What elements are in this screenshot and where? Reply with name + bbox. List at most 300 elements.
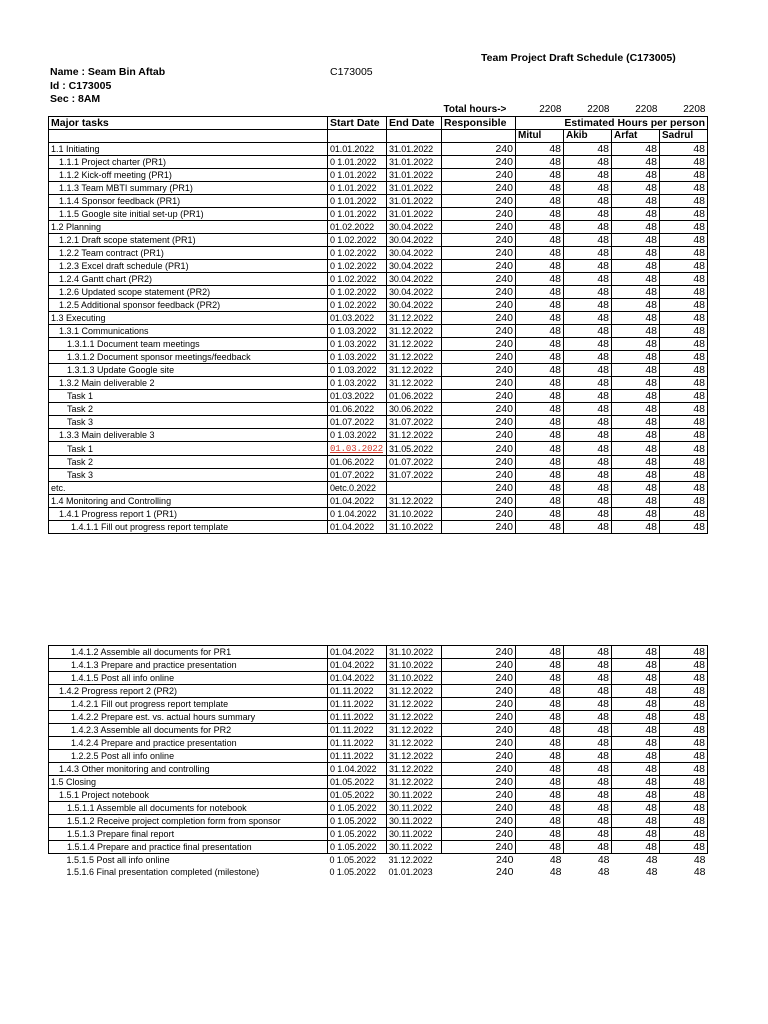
- hours-sadrul-cell: 48: [660, 143, 708, 156]
- end-date-cell: 31.12.2022: [387, 763, 442, 776]
- hours-sadrul-cell: 48: [660, 508, 708, 521]
- hours-mitul-cell: 48: [516, 299, 564, 312]
- col-estimated-hours: Estimated Hours per person: [516, 117, 708, 130]
- hours-akib-cell: 48: [564, 815, 612, 828]
- hours-arfat-cell: 48: [612, 234, 660, 247]
- end-date-cell: 31.12.2022: [387, 724, 442, 737]
- responsible-hours-cell: 240: [442, 338, 516, 351]
- hours-arfat-cell: 48: [612, 286, 660, 299]
- end-date-cell: 30.04.2022: [387, 260, 442, 273]
- hours-sadrul-cell: 48: [660, 646, 708, 659]
- hours-akib-cell: 48: [564, 802, 612, 815]
- responsible-hours-cell: 240: [442, 815, 516, 828]
- col-sadrul: Sadrul: [660, 130, 708, 143]
- hours-akib-cell: 48: [564, 429, 612, 442]
- hours-sadrul-cell: 48: [660, 208, 708, 221]
- task-cell: 1.5.1 Project notebook: [49, 789, 328, 802]
- hours-sadrul-cell: 48: [660, 685, 708, 698]
- start-date-cell: 01.01.2022: [328, 143, 387, 156]
- hours-sadrul-cell: 48: [660, 182, 708, 195]
- student-name: Name : Seam Bin Aftab: [50, 66, 166, 78]
- hours-akib-cell: 48: [564, 403, 612, 416]
- hours-mitul-cell: 48: [516, 828, 564, 841]
- hours-mitul-cell: 48: [516, 646, 564, 659]
- hours-akib-cell: 48: [564, 711, 612, 724]
- hours-arfat-cell: 48: [645, 854, 658, 866]
- table-row: [49, 338, 708, 351]
- hours-sadrul-cell: 48: [660, 273, 708, 286]
- hours-sadrul-cell: 48: [660, 416, 708, 429]
- hours-arfat-cell: 48: [612, 221, 660, 234]
- table-row: [49, 866, 708, 878]
- hours-sadrul-cell: 48: [660, 286, 708, 299]
- end-date-cell: 31.01.2022: [387, 169, 442, 182]
- hours-mitul-cell: 48: [516, 182, 564, 195]
- hours-sadrul-cell: 48: [660, 828, 708, 841]
- end-date-cell: 31.12.2022: [387, 377, 442, 390]
- total-mitul: 2208: [539, 104, 562, 115]
- responsible-hours-cell: 240: [442, 521, 516, 534]
- hours-akib-cell: 48: [564, 456, 612, 469]
- hours-arfat-cell: 48: [612, 750, 660, 763]
- hours-mitul-cell: 48: [549, 854, 562, 866]
- hours-arfat-cell: 48: [612, 247, 660, 260]
- hours-sadrul-cell: 48: [660, 711, 708, 724]
- task-cell: Task 2: [49, 456, 328, 469]
- end-date-cell: 31.10.2022: [387, 521, 442, 534]
- start-date-cell: 0 1.05.2022: [328, 802, 387, 815]
- responsible-hours-cell: 240: [442, 469, 516, 482]
- table-row: [49, 182, 708, 195]
- task-cell: 1.3.3 Main deliverable 3: [49, 429, 328, 442]
- responsible-hours-cell: 240: [442, 737, 516, 750]
- col-start-date: Start Date: [328, 117, 387, 130]
- task-cell: 1.1.4 Sponsor feedback (PR1): [49, 195, 328, 208]
- hours-sadrul-cell: 48: [660, 195, 708, 208]
- end-date-cell: 31.12.2022: [388, 855, 433, 865]
- start-date-cell: 01.05.2022: [328, 776, 387, 789]
- task-cell: Task 2: [49, 403, 328, 416]
- end-date-cell: 31.01.2022: [387, 182, 442, 195]
- end-date-cell: 31.01.2022: [387, 156, 442, 169]
- hours-akib-cell: 48: [564, 208, 612, 221]
- hours-arfat-cell: 48: [612, 828, 660, 841]
- hours-akib-cell: 48: [564, 482, 612, 495]
- start-date-cell: 0 1.03.2022: [328, 429, 387, 442]
- task-cell: 1.5.1.1 Assemble all documents for notebook: [49, 802, 328, 815]
- start-date-cell: [328, 442, 387, 456]
- hours-mitul-cell: 48: [516, 672, 564, 685]
- end-date-cell: 31.12.2022: [387, 776, 442, 789]
- col-mitul: Mitul: [516, 130, 564, 143]
- hours-sadrul-cell: 48: [660, 750, 708, 763]
- hours-arfat-cell: 48: [612, 169, 660, 182]
- hours-mitul-cell: 48: [516, 802, 564, 815]
- responsible-hours-cell: 240: [442, 711, 516, 724]
- hours-akib-cell: 48: [564, 724, 612, 737]
- start-date-cell: 0 1.01.2022: [328, 182, 387, 195]
- end-date-cell: 30.11.2022: [387, 815, 442, 828]
- hours-arfat-cell: 48: [612, 312, 660, 325]
- table-row: [49, 672, 708, 685]
- hours-sadrul-cell: 48: [660, 521, 708, 534]
- task-cell: 1.4.2.3 Assemble all documents for PR2: [49, 724, 328, 737]
- hours-mitul-cell: 48: [516, 377, 564, 390]
- responsible-hours-cell: 240: [442, 169, 516, 182]
- hours-mitul-cell: 48: [516, 169, 564, 182]
- hours-sadrul-cell: 48: [660, 247, 708, 260]
- hours-mitul-cell: 48: [516, 247, 564, 260]
- start-date-cell: 0 1.03.2022: [328, 351, 387, 364]
- hours-akib-cell: 48: [597, 866, 610, 878]
- start-date-cell: 0 1.05.2022: [328, 828, 387, 841]
- task-cell: 1.2.1 Draft scope statement (PR1): [49, 234, 328, 247]
- task-cell: 1.5 Closing: [49, 776, 328, 789]
- responsible-hours-cell: 240: [442, 776, 516, 789]
- table-row: [49, 156, 708, 169]
- hours-mitul-cell: 48: [549, 866, 562, 878]
- task-cell: 1.3.1.3 Update Google site: [49, 364, 328, 377]
- hours-mitul-cell: 48: [516, 338, 564, 351]
- task-cell: 1.4 Monitoring and Controlling: [49, 495, 328, 508]
- hours-arfat-cell: 48: [612, 195, 660, 208]
- task-cell: 1.2.6 Updated scope statement (PR2): [49, 286, 328, 299]
- totals-row: [49, 104, 708, 117]
- hours-arfat-cell: 48: [612, 377, 660, 390]
- hours-arfat-cell: 48: [612, 659, 660, 672]
- task-cell: 1.5.1.6 Final presentation completed (milestone): [66, 867, 260, 877]
- end-date-cell: 31.07.2022: [387, 416, 442, 429]
- task-cell: 1.4.3 Other monitoring and controlling: [49, 763, 328, 776]
- hours-arfat-cell: 48: [612, 789, 660, 802]
- responsible-hours-cell: 240: [442, 442, 516, 456]
- responsible-hours-cell: 240: [442, 221, 516, 234]
- end-date-cell: 30.04.2022: [387, 247, 442, 260]
- responsible-hours-cell: 240: [442, 646, 516, 659]
- start-date-cell: 0 1.04.2022: [328, 763, 387, 776]
- end-date-cell: 30.06.2022: [387, 403, 442, 416]
- total-hours-label: Total hours->: [443, 104, 507, 115]
- table-row: [49, 508, 708, 521]
- hours-mitul-cell: 48: [516, 429, 564, 442]
- responsible-hours-cell: 240: [442, 143, 516, 156]
- hours-akib-cell: 48: [564, 828, 612, 841]
- hours-mitul-cell: 48: [516, 763, 564, 776]
- start-date-cell: 01.11.2022: [328, 750, 387, 763]
- responsible-hours-cell: 240: [495, 854, 514, 866]
- responsible-hours-cell: 240: [442, 182, 516, 195]
- col-responsible: Responsible: [442, 117, 516, 130]
- table-row: [49, 802, 708, 815]
- task-cell: 1.3.1.1 Document team meetings: [49, 338, 328, 351]
- responsible-hours-cell: 240: [442, 724, 516, 737]
- end-date-cell: 31.07.2022: [387, 469, 442, 482]
- table-row: [49, 299, 708, 312]
- hours-akib-cell: 48: [564, 442, 612, 456]
- hours-akib-cell: 48: [564, 776, 612, 789]
- task-cell: 1.5.1.3 Prepare final report: [49, 828, 328, 841]
- table-row: [49, 273, 708, 286]
- hours-mitul-cell: 48: [516, 260, 564, 273]
- responsible-hours-cell: 240: [442, 495, 516, 508]
- task-cell: 1.4.2.1 Fill out progress report template: [49, 698, 328, 711]
- hours-mitul-cell: 48: [516, 456, 564, 469]
- table-row: [49, 828, 708, 841]
- table-row: [49, 390, 708, 403]
- start-date-cell: 01.07.2022: [328, 416, 387, 429]
- table-row: [49, 698, 708, 711]
- responsible-hours-cell: 240: [442, 698, 516, 711]
- end-date-cell: [387, 482, 442, 495]
- hours-arfat-cell: 48: [612, 776, 660, 789]
- end-date-cell: 31.12.2022: [387, 750, 442, 763]
- task-cell: etc.: [49, 482, 328, 495]
- start-date-cell: 0 1.02.2022: [328, 260, 387, 273]
- hours-akib-cell: 48: [564, 495, 612, 508]
- hours-sadrul-cell: 48: [660, 312, 708, 325]
- hours-akib-cell: 48: [564, 672, 612, 685]
- end-date-cell: 31.12.2022: [387, 698, 442, 711]
- hours-mitul-cell: 48: [516, 776, 564, 789]
- table-row: [49, 416, 708, 429]
- task-cell: 1.4.1.3 Prepare and practice presentation: [49, 659, 328, 672]
- hours-sadrul-cell: 48: [660, 260, 708, 273]
- table-row: [49, 377, 708, 390]
- hours-akib-cell: 48: [564, 247, 612, 260]
- end-date-cell: 31.12.2022: [387, 495, 442, 508]
- table-row: [49, 234, 708, 247]
- start-date-cell: 01.11.2022: [328, 724, 387, 737]
- header-row: [49, 117, 708, 130]
- hours-akib-cell: 48: [564, 685, 612, 698]
- hours-akib-cell: 48: [564, 521, 612, 534]
- responsible-hours-cell: 240: [442, 802, 516, 815]
- col-akib: Akib: [564, 130, 612, 143]
- task-cell: 1.3.1.2 Document sponsor meetings/feedback: [49, 351, 328, 364]
- start-date-cell: 01.11.2022: [328, 685, 387, 698]
- end-date-cell: 01.06.2022: [387, 390, 442, 403]
- hours-sadrul-cell: 48: [660, 776, 708, 789]
- responsible-hours-cell: 240: [442, 403, 516, 416]
- schedule-table-top: [48, 104, 708, 534]
- task-cell: 1.1.3 Team MBTI summary (PR1): [49, 182, 328, 195]
- task-cell: 1.3.1 Communications: [49, 325, 328, 338]
- hours-akib-cell: 48: [564, 338, 612, 351]
- student-code: C173005: [330, 66, 373, 78]
- responsible-hours-cell: 240: [442, 247, 516, 260]
- student-id: Id : C173005: [50, 80, 112, 92]
- hours-akib-cell: 48: [564, 364, 612, 377]
- table-row: [49, 737, 708, 750]
- task-cell: 1.1 Initiating: [49, 143, 328, 156]
- hours-akib-cell: 48: [564, 312, 612, 325]
- end-date-cell: 31.10.2022: [387, 659, 442, 672]
- hours-arfat-cell: 48: [612, 143, 660, 156]
- start-date-cell: 0 1.03.2022: [328, 325, 387, 338]
- responsible-hours-cell: 240: [442, 841, 516, 854]
- hours-mitul-cell: 48: [516, 698, 564, 711]
- hours-sadrul-cell: 48: [660, 338, 708, 351]
- hours-arfat-cell: 48: [612, 456, 660, 469]
- responsible-hours-cell: 240: [442, 208, 516, 221]
- end-date-cell: 31.10.2022: [387, 672, 442, 685]
- task-cell: 1.2.4 Gantt chart (PR2): [49, 273, 328, 286]
- person-header-row: [49, 130, 708, 143]
- task-cell: 1.3 Executing: [49, 312, 328, 325]
- hours-akib-cell: 48: [564, 156, 612, 169]
- end-date-cell: 30.11.2022: [387, 841, 442, 854]
- hours-akib-cell: 48: [564, 763, 612, 776]
- task-cell: 1.2.5 Additional sponsor feedback (PR2): [49, 299, 328, 312]
- hours-mitul-cell: 48: [516, 312, 564, 325]
- end-date-cell: 30.11.2022: [387, 828, 442, 841]
- table-row: [49, 495, 708, 508]
- task-cell: Task 3: [49, 469, 328, 482]
- hours-arfat-cell: 48: [612, 815, 660, 828]
- table-row: [49, 312, 708, 325]
- hours-mitul-cell: 48: [516, 286, 564, 299]
- end-date-cell: 30.04.2022: [387, 221, 442, 234]
- hours-mitul-cell: 48: [516, 789, 564, 802]
- task-cell: 1.2 Planning: [49, 221, 328, 234]
- hours-akib-cell: 48: [564, 169, 612, 182]
- end-date-cell: 31.10.2022: [387, 646, 442, 659]
- hours-sadrul-cell: 48: [660, 763, 708, 776]
- start-date-cell: 0 1.03.2022: [328, 338, 387, 351]
- table-row: [49, 208, 708, 221]
- end-date-cell: 30.04.2022: [387, 299, 442, 312]
- task-cell: 1.4.2.2 Prepare est. vs. actual hours summary: [49, 711, 328, 724]
- hours-akib-cell: 48: [564, 390, 612, 403]
- hours-mitul-cell: 48: [516, 273, 564, 286]
- hours-mitul-cell: 48: [516, 403, 564, 416]
- hours-mitul-cell: 48: [516, 442, 564, 456]
- total-akib: 2208: [587, 104, 610, 115]
- responsible-hours-cell: 240: [442, 286, 516, 299]
- responsible-hours-cell: 240: [442, 351, 516, 364]
- hours-mitul-cell: 48: [516, 390, 564, 403]
- table-row: [49, 711, 708, 724]
- table-row: [49, 143, 708, 156]
- start-date-cell: 0 1.05.2022: [328, 841, 387, 854]
- hours-sadrul-cell: 48: [660, 403, 708, 416]
- col-major-tasks: Major tasks: [49, 117, 328, 130]
- responsible-hours-cell: 240: [442, 299, 516, 312]
- table-row: [49, 429, 708, 442]
- hours-arfat-cell: 48: [612, 508, 660, 521]
- end-date-cell: 31.12.2022: [387, 338, 442, 351]
- hours-arfat-cell: 48: [612, 403, 660, 416]
- hours-arfat-cell: 48: [612, 442, 660, 456]
- hours-arfat-cell: 48: [612, 711, 660, 724]
- task-cell: 1.3.2 Main deliverable 2: [49, 377, 328, 390]
- hours-arfat-cell: 48: [612, 364, 660, 377]
- start-date-cell: 0 1.05.2022: [328, 815, 387, 828]
- hours-arfat-cell: 48: [612, 482, 660, 495]
- hours-sadrul-cell: 48: [660, 789, 708, 802]
- start-date-cell: 01.11.2022: [328, 698, 387, 711]
- task-cell: 1.5.1.4 Prepare and practice final presentation: [49, 841, 328, 854]
- hours-akib-cell: 48: [597, 854, 610, 866]
- table-row: [49, 325, 708, 338]
- table-row: [49, 169, 708, 182]
- hours-sadrul-cell: 48: [660, 659, 708, 672]
- hours-akib-cell: 48: [564, 182, 612, 195]
- hours-akib-cell: 48: [564, 659, 612, 672]
- hours-arfat-cell: 48: [612, 208, 660, 221]
- table-row: [49, 364, 708, 377]
- start-date-cell: 0 1.01.2022: [328, 208, 387, 221]
- hours-sadrul-cell: 48: [660, 456, 708, 469]
- hours-akib-cell: 48: [564, 143, 612, 156]
- hours-mitul-cell: 48: [516, 208, 564, 221]
- hours-akib-cell: 48: [564, 469, 612, 482]
- responsible-hours-cell: 240: [442, 763, 516, 776]
- responsible-hours-cell: 240: [442, 195, 516, 208]
- task-cell: 1.4.1.5 Post all info online: [49, 672, 328, 685]
- hours-mitul-cell: 48: [516, 508, 564, 521]
- hours-mitul-cell: 48: [516, 482, 564, 495]
- hours-mitul-cell: 48: [516, 685, 564, 698]
- hours-sadrul-cell: 48: [660, 698, 708, 711]
- responsible-hours-cell: 240: [442, 828, 516, 841]
- hours-mitul-cell: 48: [516, 815, 564, 828]
- hours-sadrul-cell: 48: [660, 377, 708, 390]
- start-date-cell: 0 1.04.2022: [328, 508, 387, 521]
- start-date-cell: 0 1.03.2022: [328, 377, 387, 390]
- hours-akib-cell: 48: [564, 351, 612, 364]
- table-row: [49, 221, 708, 234]
- start-date-cell: 0 1.02.2022: [328, 247, 387, 260]
- task-cell: 1.4.2.4 Prepare and practice presentation: [49, 737, 328, 750]
- hours-arfat-cell: 48: [612, 495, 660, 508]
- responsible-hours-cell: 240: [442, 508, 516, 521]
- responsible-hours-cell: 240: [442, 325, 516, 338]
- hours-akib-cell: 48: [564, 841, 612, 854]
- hours-mitul-cell: 48: [516, 351, 564, 364]
- hours-akib-cell: 48: [564, 273, 612, 286]
- table-row: [49, 854, 708, 867]
- section: Sec : 8AM: [50, 93, 101, 105]
- task-cell: 1.4.1.1 Fill out progress report template: [49, 521, 328, 534]
- table-row: [49, 659, 708, 672]
- hours-arfat-cell: 48: [612, 416, 660, 429]
- hours-arfat-cell: 48: [612, 521, 660, 534]
- responsible-hours-cell: 240: [442, 234, 516, 247]
- start-date-cell: 0 1.05.2022: [329, 855, 376, 865]
- total-arfat: 2208: [635, 104, 658, 115]
- table-row: [49, 815, 708, 828]
- start-date-cell: 0 1.05.2022: [329, 867, 376, 877]
- hours-sadrul-cell: 48: [660, 169, 708, 182]
- task-cell: 1.4.2 Progress report 2 (PR2): [49, 685, 328, 698]
- hours-mitul-cell: 48: [516, 841, 564, 854]
- hours-arfat-cell: 48: [612, 646, 660, 659]
- start-date-cell: 01.05.2022: [328, 789, 387, 802]
- end-date-cell: 31.12.2022: [387, 312, 442, 325]
- hours-akib-cell: 48: [564, 260, 612, 273]
- hours-sadrul-cell: 48: [660, 482, 708, 495]
- start-date-cell: 01.04.2022: [328, 659, 387, 672]
- responsible-hours-cell: 240: [442, 659, 516, 672]
- task-cell: Task 1: [49, 442, 328, 456]
- hours-arfat-cell: 48: [612, 390, 660, 403]
- flagged-date: 01.03.2022: [330, 444, 384, 454]
- end-date-cell: 30.11.2022: [387, 802, 442, 815]
- end-date-cell: 30.04.2022: [387, 234, 442, 247]
- start-date-cell: 0 1.01.2022: [328, 195, 387, 208]
- start-date-cell: 01.06.2022: [328, 403, 387, 416]
